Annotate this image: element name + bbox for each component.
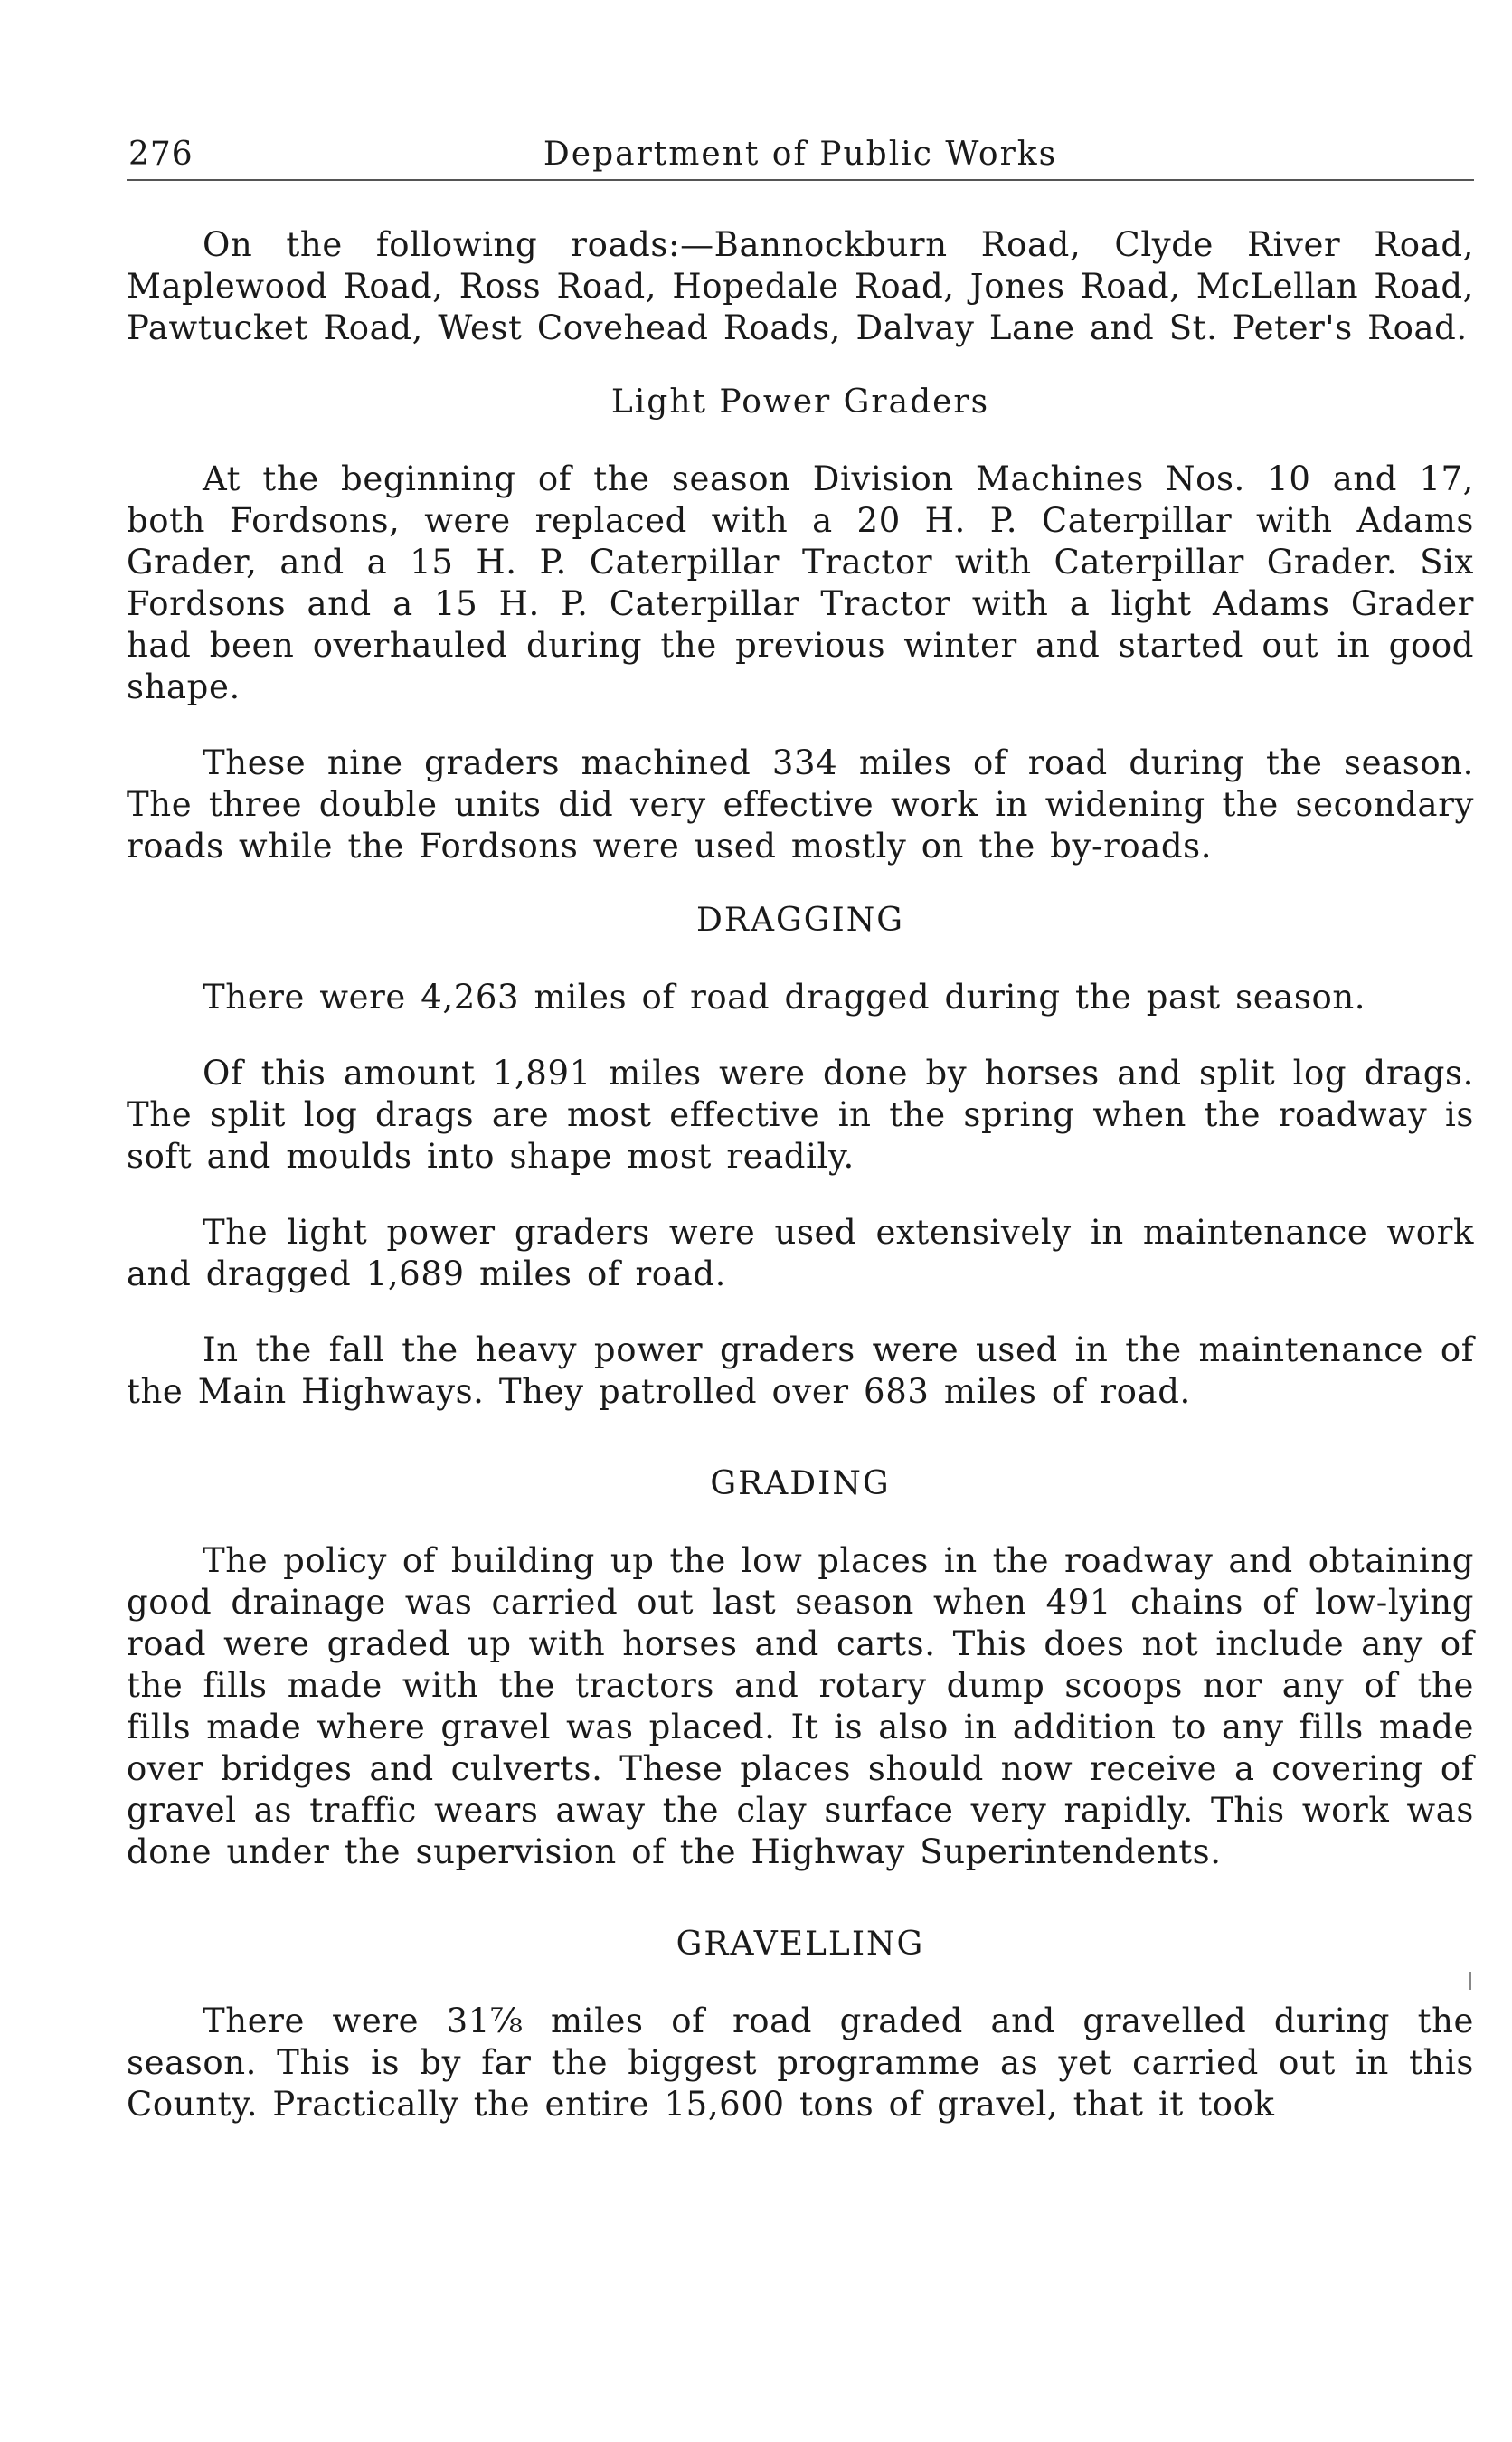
grading-paragraph-1: The policy of building up the low places in the roadway and obtaining good drainage was carried out last season when 491 chains of low-lying road were graded up with horses and carts. This does not include any of the fills made with the tractors and rotary dump scoops nor any of the fills made where gravel was placed. It is also in addition to any fills made over bridges and culverts. These places should now receive a covering of gravel as traffic wears away the clay surface very rapidly. This work was done under the supervision of the Highway Superintendents. <box>127 1541 1474 1871</box>
margin-mark <box>1469 1972 1471 1990</box>
dragging-paragraph-3: The light power graders were used extensively in maintenance work and dragged 1,689 miles of road. <box>127 1213 1474 1293</box>
section-heading-grading: GRADING <box>710 1465 891 1502</box>
dragging-paragraph-2: Of this amount 1,891 miles were done by horses and split log drags. The split log drags are most effective in the spring when the roadway is soft and moulds into shape most readily. <box>127 1054 1474 1176</box>
graders-paragraph-2: These nine graders machined 334 miles of road during the season. The three double units did very effective work in widening the secondary roads while the Fordsons were used mostly on the by-roads. <box>127 743 1474 866</box>
gravelling-paragraph-1: There were 31⅞ miles of road graded and gravelled during the season. This is by far the biggest programme as yet carried out in this County. Practically the entire 15,600 tons of gravel, that it took <box>127 2002 1474 2124</box>
page-header <box>127 136 1474 181</box>
running-head: Department of Public Works <box>543 136 1058 173</box>
section-heading-gravelling: GRAVELLING <box>676 1926 925 1963</box>
section-heading-dragging: DRAGGING <box>696 902 904 939</box>
roads-paragraph: On the following roads:—Bannockburn Road, Clyde River Road, Maplewood Road, Ross Road, Hopedale Road, Jones Road, McLellan Road, Pawtucket Road, West Covehead Roads, Dalvay Lane and St. Peter's Road. <box>127 225 1474 347</box>
dragging-paragraph-4: In the fall the heavy power graders were used in the maintenance of the Main Highways. They patrolled over 683 miles of road. <box>127 1330 1474 1411</box>
dragging-paragraph-1: There were 4,263 miles of road dragged during the past season. <box>203 978 1366 1017</box>
page-number: 276 <box>128 136 194 173</box>
section-heading-light-power-graders: Light Power Graders <box>610 383 990 421</box>
graders-paragraph-1: At the beginning of the season Division Machines Nos. 10 and 17, both Fordsons, were replaced with a 20 H. P. Caterpillar with Adams Grader, and a 15 H. P. Caterpillar Tractor with Caterpillar Grader. Six Fordsons and a 15 H. P. Caterpillar Tractor with a light Adams Grader had been overhauled during the previous winter and started out in good shape. <box>127 459 1474 706</box>
document-page <box>127 136 1474 2160</box>
